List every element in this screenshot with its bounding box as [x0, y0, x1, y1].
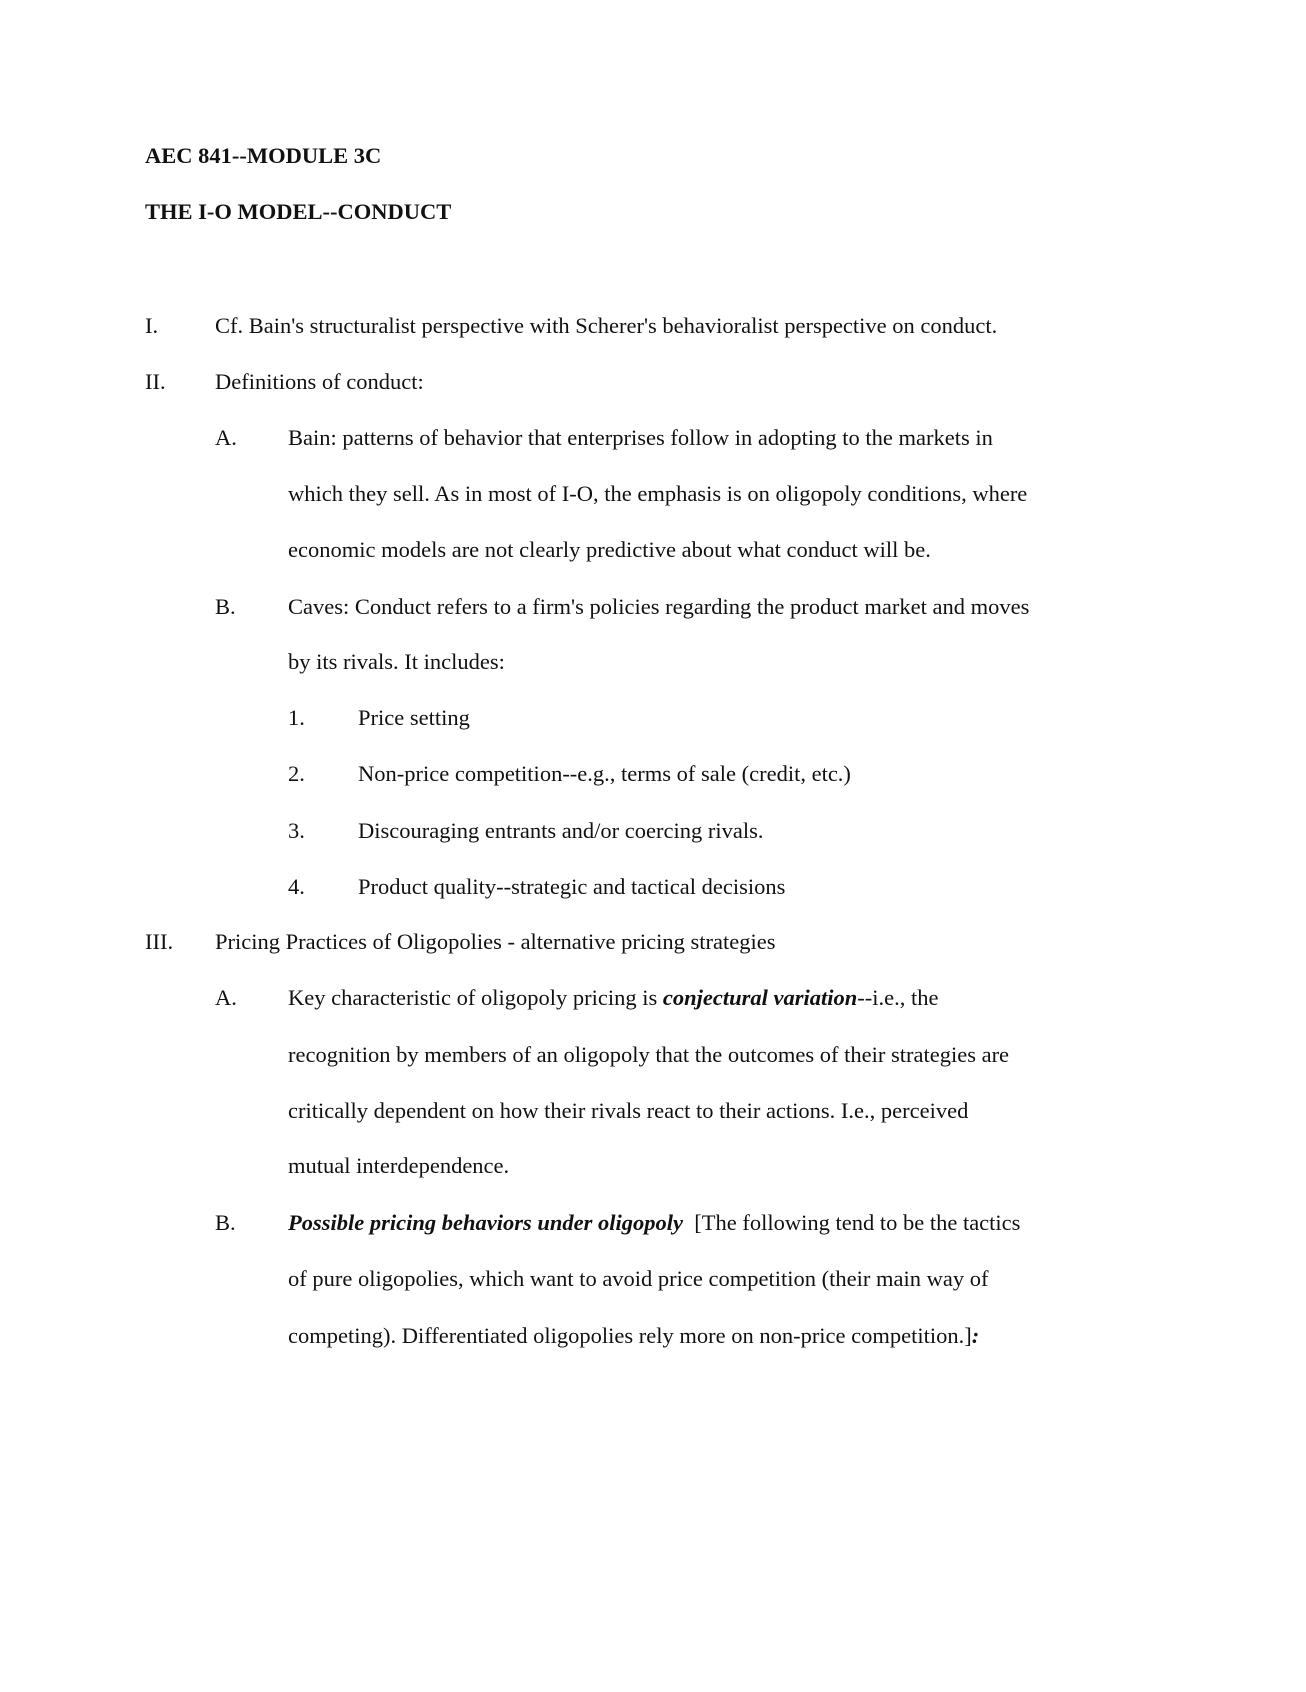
text-run: --i.e., the [857, 985, 939, 1010]
subsection-marker: A. [215, 425, 237, 450]
section-marker: I. [145, 313, 159, 338]
list-item-marker: 1. [288, 705, 305, 730]
emphasized-colon: : [971, 1323, 980, 1348]
list-item-marker: 4. [288, 874, 305, 899]
emphasized-term: conjectural variation [662, 985, 858, 1010]
paragraph-line: critically dependent on how their rivals react to their actions. I.e., perceived [288, 1098, 969, 1123]
text-run: competing). Differentiated oligopolies rely more on non-price competition.] [288, 1323, 972, 1348]
text-run: [The following tend to be the tactics [683, 1210, 1021, 1235]
paragraph-line: recognition by members of an oligopoly that the outcomes of their strategies are [288, 1042, 1010, 1067]
paragraph-line [288, 1322, 979, 1350]
section-text: Pricing Practices of Oligopolies - alternative pricing strategies [215, 929, 776, 954]
section-text: Cf. Bain's structuralist perspective with Scherer's behavioralist perspective on conduct. [215, 313, 998, 338]
paragraph-line: which they sell. As in most of I-O, the emphasis is on oligopoly conditions, where [288, 481, 1028, 506]
paragraph-line: Caves: Conduct refers to a firm's policies regarding the product market and moves [288, 594, 1030, 619]
text-run: Key characteristic of oligopoly pricing is [288, 985, 663, 1010]
module-topic-title: THE I-O MODEL--CONDUCT [145, 199, 452, 224]
paragraph-line: mutual interdependence. [288, 1153, 510, 1178]
paragraph-line: economic models are not clearly predictive about what conduct will be. [288, 537, 931, 562]
course-title: AEC 841--MODULE 3C [145, 143, 382, 168]
subsection-marker: A. [215, 985, 237, 1010]
subsection-marker: B. [215, 1210, 236, 1235]
list-item: Non-price competition--e.g., terms of sale (credit, etc.) [358, 761, 851, 786]
paragraph-line [288, 1209, 1020, 1237]
paragraph-line: Bain: patterns of behavior that enterprises follow in adopting to the markets in [288, 425, 993, 450]
list-item: Discouraging entrants and/or coercing rivals. [358, 818, 764, 843]
section-marker: II. [145, 369, 166, 394]
list-item-marker: 2. [288, 761, 305, 786]
list-item-marker: 3. [288, 818, 305, 843]
paragraph-line [288, 984, 939, 1012]
section-marker: III. [145, 929, 174, 954]
emphasized-heading: Possible pricing behaviors under oligopoly [288, 1210, 684, 1235]
list-item: Product quality--strategic and tactical decisions [358, 874, 786, 899]
paragraph-line: by its rivals. It includes: [288, 649, 505, 674]
list-item: Price setting [358, 705, 470, 730]
paragraph-line: of pure oligopolies, which want to avoid price competition (their main way of [288, 1266, 989, 1291]
section-text: Definitions of conduct: [215, 369, 424, 394]
subsection-marker: B. [215, 594, 236, 619]
